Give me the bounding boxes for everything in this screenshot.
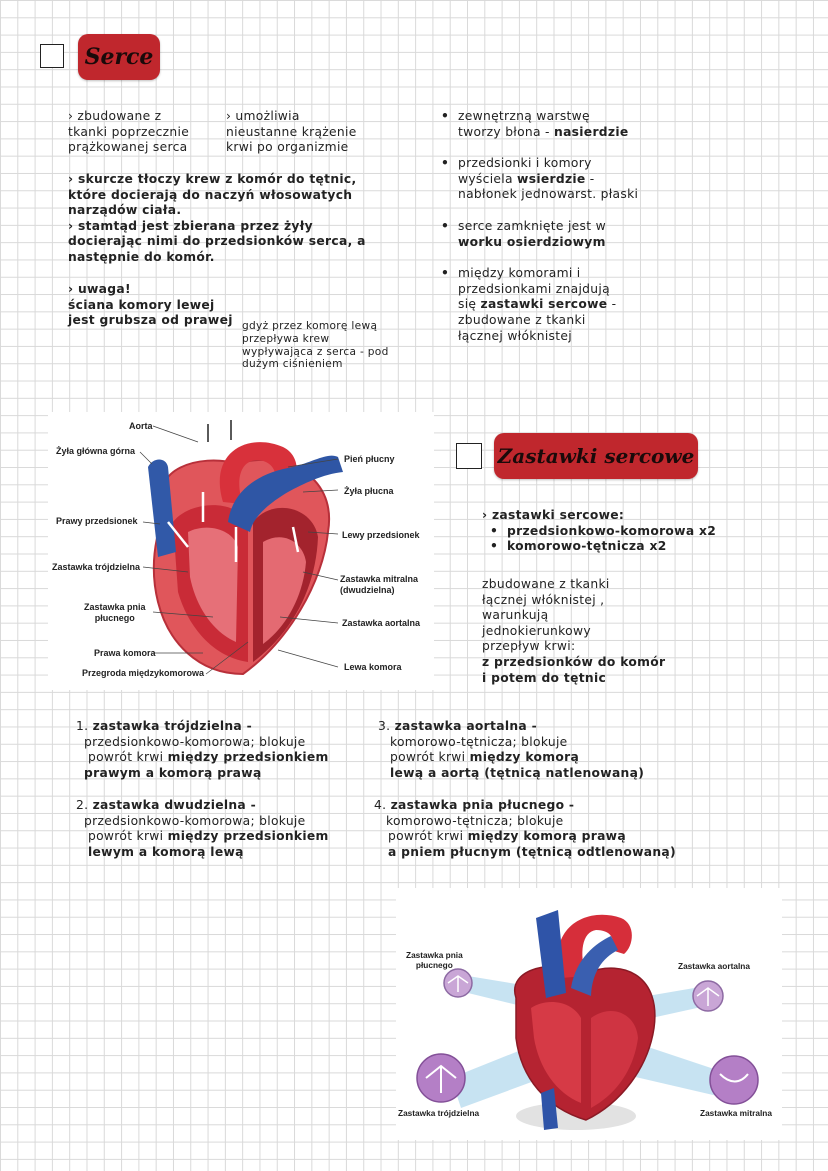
text-line: • serce zamknięte jest w <box>458 218 606 233</box>
warning-explanation <box>242 320 422 371</box>
text-line: następnie do komór. <box>68 249 215 264</box>
label-tricuspid-valve-2: Zastawka trójdzielna <box>398 1108 480 1118</box>
section-title-zastawki <box>494 433 698 479</box>
list-item: • komorowo-tętnicza x2 <box>490 539 782 555</box>
text-line: › stamtąd jest zbierana przez żyły <box>68 218 313 233</box>
list-item <box>441 109 681 140</box>
text-line: dużym ciśnieniem <box>242 358 343 371</box>
text-span: - <box>607 297 617 312</box>
text-line: warunkują <box>482 608 549 623</box>
text-line: które docierają do naczyń włosowatych <box>68 187 353 202</box>
heart-facts-list <box>441 109 681 344</box>
item-number: 2. <box>76 798 89 812</box>
text-span: powrót krwi <box>88 750 168 765</box>
text-line: komorowo-tętnicza; blokuje <box>386 813 564 828</box>
text-span: między przedsionkiem <box>167 750 329 765</box>
text-line: wypływająca z serca - pod <box>242 345 389 358</box>
text-span: powrót krwi <box>88 829 168 844</box>
text-line: prążkowanej serca <box>68 140 188 155</box>
label-mitral-valve-2: Zastawka mitralna <box>700 1108 772 1118</box>
text-span: między przedsionkiem <box>167 829 329 844</box>
text-span: między komorą <box>469 750 580 765</box>
label-pulmonary-trunk: Pień płucny <box>344 454 395 464</box>
term-wsierdzie: wsierdzie <box>517 171 586 186</box>
text-line: › uwaga! <box>68 282 131 296</box>
list-item <box>441 156 681 203</box>
text-line: krwi po organizmie <box>226 140 349 155</box>
text-line: nabłonek jednowarst. płaski <box>458 187 639 202</box>
valve-item-1 <box>76 719 366 781</box>
text-line: przedsionkami znajdują <box>458 281 610 296</box>
valve-description <box>482 577 702 686</box>
valve-item-4 <box>374 798 704 860</box>
text-line: łącznej włóknistej <box>458 328 572 343</box>
list-item <box>441 266 681 344</box>
term-zastawki: zastawki sercowe <box>480 297 608 312</box>
label-septum: Przegroda międzykomorowa <box>82 668 205 678</box>
text-line: Zastawka pnia <box>84 602 146 612</box>
text-line: lewym a komorą lewą <box>88 844 244 859</box>
label-left-atrium: Lewy przedsionek <box>342 530 420 540</box>
text-line: a pniem płucnym (tętnicą odtlenowaną) <box>388 844 676 859</box>
label-tricuspid: Zastawka trójdzielna <box>52 562 141 572</box>
text-line: (dwudzielna) <box>340 584 395 595</box>
text-line: narządów ciała. <box>68 203 182 218</box>
text-line: łącznej włóknistej , <box>482 592 605 607</box>
text-line: • przedsionki i komory <box>458 156 592 171</box>
text-line: przepływ krwi: <box>482 639 576 654</box>
section-title-text: Serce <box>84 44 154 70</box>
text-line: tkanki poprzecznie <box>68 124 190 139</box>
text-line: Zastawka mitralna <box>340 574 419 584</box>
label-right-ventricle: Prawa komora <box>94 648 156 658</box>
list-item: • przedsionkowo-komorowa x2 <box>490 524 782 540</box>
section-title-serce <box>78 34 160 80</box>
text-span: wyściela <box>458 171 518 186</box>
valve-name: zastawka dwudzielna - <box>92 798 257 812</box>
term-osierdzie: worku osierdziowym <box>458 234 606 249</box>
text-line: ściana komory lewej <box>68 297 215 312</box>
label-left-ventricle: Lewa komora <box>344 662 402 672</box>
text-span: powrót krwi <box>388 829 468 844</box>
text-line: jednokierunkowy <box>482 623 591 638</box>
heart-valves-diagram <box>396 888 782 1140</box>
valve-name: zastawka trójdzielna - <box>92 719 253 733</box>
valve-item-3 <box>378 719 698 781</box>
structure-note <box>68 109 228 156</box>
warning-note <box>68 282 248 329</box>
text-line: z przedsionków do komór <box>482 654 666 669</box>
valve-item-2 <box>76 798 366 860</box>
label-pulmonary-vein: Żyła płucna <box>344 486 394 496</box>
heart-anatomy-diagram <box>48 412 434 690</box>
term-nasierdzie: nasierdzie <box>554 124 629 139</box>
label-aortic-valve-2: Zastawka aortalna <box>678 961 750 971</box>
text-line: nieustanne krążenie <box>226 124 357 139</box>
text-span: tworzy błona - <box>458 124 555 139</box>
text-line: płucnego <box>94 612 135 623</box>
label-aorta: Aorta <box>129 421 153 431</box>
list-item <box>441 219 681 250</box>
text-line: › skurcze tłoczy krew z komór do tętnic, <box>68 172 357 186</box>
text-line: lewą a aortą (tętnicą natlenowaną) <box>390 765 645 780</box>
text-line: › umożliwia <box>226 109 300 123</box>
item-number: 3. <box>378 719 391 733</box>
valve-types <box>482 508 782 555</box>
text-line: przepływa krew <box>242 332 330 345</box>
item-number: 1. <box>76 719 89 733</box>
label-mitral-valve <box>340 574 418 595</box>
text-line: zbudowane z tkanki <box>458 312 586 327</box>
section-title-text: Zastawki sercowe <box>497 444 695 468</box>
valve-name: zastawka pnia płucnego - <box>390 798 575 812</box>
label-pulmonary-valve <box>84 602 146 623</box>
text-line: komorowo-tętnicza; blokuje <box>390 734 568 749</box>
text-span: między komorą prawą <box>467 829 626 844</box>
label-svc: Żyła główna górna <box>56 446 136 456</box>
text-line: › zastawki sercowe: <box>482 508 625 522</box>
pump-note <box>68 172 398 266</box>
text-line: gdyż przez komorę lewą <box>242 320 378 332</box>
valves-illustration <box>396 888 782 1140</box>
text-span: - <box>585 171 595 186</box>
text-line: Zastawka pnia <box>406 950 463 960</box>
text-line: przedsionkowo-komorowa; blokuje <box>84 734 306 749</box>
label-pulmonary-valve-2 <box>406 950 463 970</box>
checkbox-serce[interactable] <box>40 44 64 68</box>
text-line: jest grubsza od prawej <box>68 313 233 328</box>
item-number: 4. <box>374 798 387 812</box>
label-aortic-valve: Zastawka aortalna <box>342 618 421 628</box>
label-right-atrium: Prawy przedsionek <box>56 516 138 526</box>
text-line: i potem do tętnic <box>482 670 607 685</box>
text-line: docierając nimi do przedsionków serca, a <box>68 234 366 249</box>
text-line: › zbudowane z <box>68 109 162 123</box>
circulation-note <box>226 109 386 156</box>
checkbox-zastawki[interactable] <box>456 443 482 469</box>
text-line: • między komorami i <box>458 266 581 281</box>
text-span: powrót krwi <box>390 750 470 765</box>
text-line: • zewnętrzną warstwę <box>458 109 590 123</box>
text-span: się <box>458 297 481 312</box>
text-line: płucnego <box>415 960 453 970</box>
text-line: zbudowane z tkanki <box>482 577 610 591</box>
valve-name: zastawka aortalna - <box>394 719 537 733</box>
text-line: prawym a komorą prawą <box>84 765 262 780</box>
text-line: przedsionkowo-komorowa; blokuje <box>84 813 306 828</box>
